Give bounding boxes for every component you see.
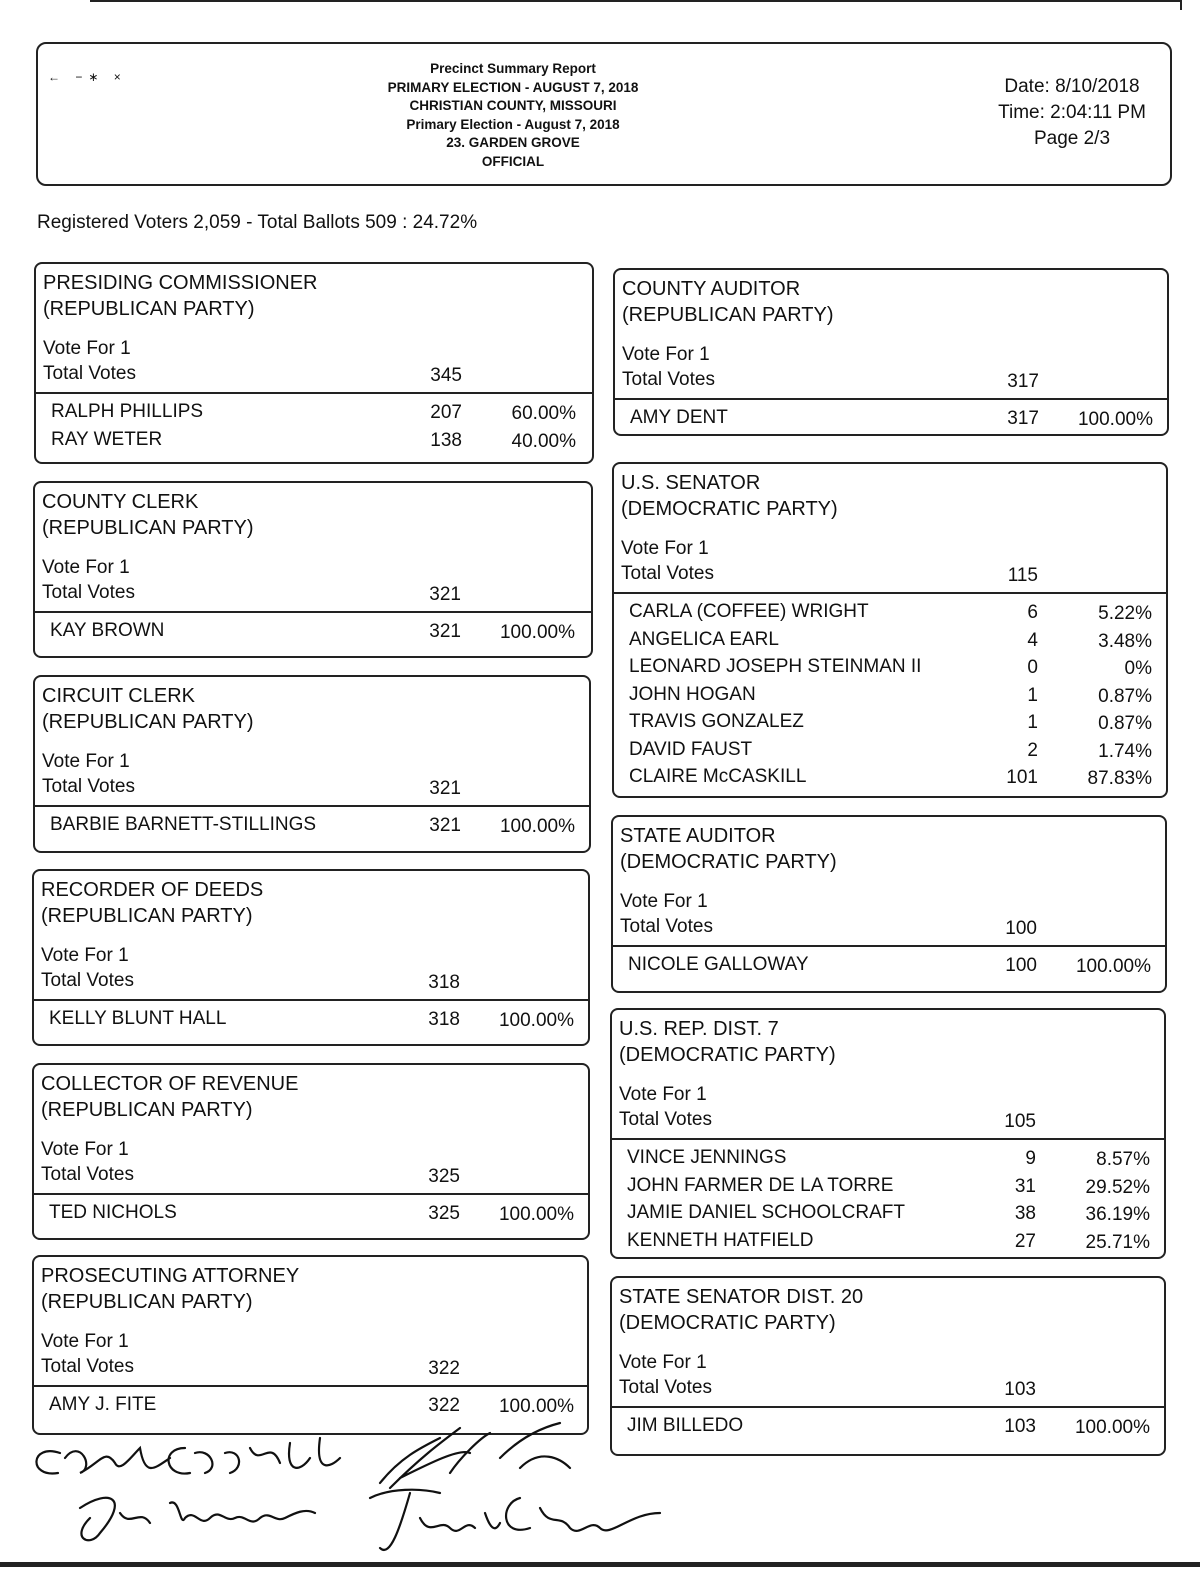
total-votes-value: 100 bbox=[1005, 918, 1037, 939]
candidate-name: KAY BROWN bbox=[50, 620, 165, 641]
candidate-percent: 100.00% bbox=[1075, 956, 1151, 977]
candidate-percent: 100.00% bbox=[499, 622, 575, 643]
candidate-name: DAVID FAUST bbox=[629, 738, 753, 760]
race-office: COUNTY CLERK bbox=[42, 491, 199, 513]
candidate-name: KELLY BLUNT HALL bbox=[49, 1008, 227, 1029]
bottom-border-line bbox=[0, 1562, 1200, 1567]
candidate-votes: 1 bbox=[1027, 712, 1038, 733]
total-votes-label: Total Votes bbox=[41, 1356, 134, 1377]
vote-for-label: Vote For 1 bbox=[43, 338, 131, 359]
race-office: COUNTY AUDITOR bbox=[622, 278, 801, 300]
race-divider bbox=[612, 1138, 1164, 1140]
candidate-votes: 321 bbox=[429, 621, 461, 642]
signature-4 bbox=[370, 1490, 660, 1550]
total-votes-value: 345 bbox=[430, 365, 462, 386]
race-box bbox=[32, 1255, 589, 1435]
candidate-name: VINCE JENNINGS bbox=[627, 1147, 787, 1168]
candidate-list bbox=[34, 1391, 587, 1419]
county-name: CHRISTIAN COUNTY, MISSOURI bbox=[409, 98, 617, 113]
candidate-row bbox=[36, 398, 592, 426]
top-border-line bbox=[90, 0, 1182, 10]
candidate-list bbox=[36, 398, 592, 453]
race-office: RECORDER OF DEEDS bbox=[41, 879, 264, 901]
race-party: (DEMOCRATIC PARTY) bbox=[621, 498, 838, 520]
candidate-percent: 100.00% bbox=[498, 1396, 574, 1417]
candidate-votes: 322 bbox=[428, 1395, 460, 1416]
candidate-row bbox=[35, 617, 591, 645]
election-subtitle: Primary Election - August 7, 2018 bbox=[406, 116, 620, 132]
candidate-row bbox=[36, 426, 592, 454]
total-votes-value: 317 bbox=[1007, 371, 1039, 392]
candidate-name: RALPH PHILLIPS bbox=[51, 401, 204, 422]
signature-3 bbox=[380, 1423, 570, 1488]
candidate-row bbox=[614, 763, 1166, 791]
candidate-row bbox=[34, 1391, 587, 1419]
official-label: OFFICIAL bbox=[481, 153, 545, 169]
candidate-votes: 138 bbox=[430, 429, 462, 451]
signature-2 bbox=[80, 1498, 315, 1540]
race-title bbox=[619, 1016, 836, 1068]
candidate-row bbox=[614, 626, 1166, 654]
race-party: (DEMOCRATIC PARTY) bbox=[619, 1312, 836, 1334]
candidate-row bbox=[34, 1199, 588, 1227]
race-office: U.S. SENATOR bbox=[621, 472, 761, 494]
report-title: Precinct Summary Report bbox=[430, 61, 596, 76]
race-box bbox=[613, 268, 1169, 436]
report-meta bbox=[982, 74, 1162, 152]
race-office: PROSECUTING ATTORNEY bbox=[41, 1265, 300, 1287]
total-votes-value: 115 bbox=[1007, 565, 1038, 586]
candidate-percent: 100.00% bbox=[498, 1010, 574, 1031]
candidate-votes: 31 bbox=[1014, 1175, 1036, 1197]
registration-summary: Registered Voters 2,059 - Total Ballots 509 : 24.72% bbox=[37, 212, 478, 233]
race-title bbox=[621, 470, 838, 522]
race-box bbox=[610, 1008, 1166, 1259]
candidate-row bbox=[614, 653, 1166, 681]
total-votes-value: 325 bbox=[428, 1166, 460, 1187]
total-votes-value: 103 bbox=[1004, 1379, 1036, 1400]
vote-for-label: Vote For 1 bbox=[41, 945, 129, 966]
candidate-name: ANGELICA EARL bbox=[629, 628, 779, 650]
candidate-name: RAY WETER bbox=[51, 428, 163, 450]
candidate-list bbox=[613, 951, 1165, 979]
candidate-row bbox=[612, 1172, 1164, 1200]
race-divider bbox=[35, 611, 591, 613]
race-divider bbox=[613, 945, 1165, 947]
candidate-name: NICOLE GALLOWAY bbox=[628, 954, 809, 975]
candidate-row bbox=[612, 1144, 1164, 1172]
candidate-votes: 38 bbox=[1014, 1203, 1036, 1224]
race-divider bbox=[34, 999, 588, 1001]
total-votes-label: Total Votes bbox=[619, 1109, 712, 1130]
candidate-list bbox=[612, 1412, 1164, 1440]
election-name: PRIMARY ELECTION - AUGUST 7, 2018 bbox=[387, 79, 639, 95]
candidate-percent: 100.00% bbox=[1077, 409, 1153, 430]
total-votes-value: 318 bbox=[428, 972, 460, 993]
race-divider bbox=[615, 398, 1167, 400]
race-box bbox=[610, 1276, 1166, 1456]
candidate-percent: 100.00% bbox=[498, 1204, 574, 1225]
candidate-name: JAMIE DANIEL SCHOOLCRAFT bbox=[627, 1202, 906, 1223]
candidate-percent: 0% bbox=[1124, 658, 1152, 679]
candidate-list bbox=[34, 1199, 588, 1227]
candidate-list bbox=[615, 404, 1167, 432]
candidate-votes: 6 bbox=[1027, 602, 1038, 623]
total-votes-value: 105 bbox=[1004, 1111, 1036, 1132]
total-votes-label: Total Votes bbox=[619, 1377, 712, 1398]
race-title bbox=[41, 1263, 299, 1315]
candidate-votes: 100 bbox=[1005, 955, 1037, 976]
candidate-list bbox=[35, 617, 591, 645]
candidate-votes: 27 bbox=[1014, 1230, 1036, 1252]
race-party: (REPUBLICAN PARTY) bbox=[43, 298, 255, 320]
total-votes-label: Total Votes bbox=[42, 582, 135, 603]
total-votes-value: 321 bbox=[429, 778, 461, 799]
race-title bbox=[42, 683, 254, 735]
total-votes-value: 322 bbox=[428, 1358, 460, 1379]
candidate-row bbox=[35, 811, 589, 839]
candidate-percent: 5.22% bbox=[1098, 603, 1152, 624]
candidate-votes: 9 bbox=[1025, 1148, 1036, 1169]
candidate-row bbox=[612, 1199, 1164, 1227]
race-title bbox=[620, 823, 837, 875]
race-office: PRESIDING COMMISSIONER bbox=[43, 272, 318, 294]
vote-for-label: Vote For 1 bbox=[42, 751, 130, 772]
vote-for-label: Vote For 1 bbox=[619, 1352, 707, 1373]
race-party: (DEMOCRATIC PARTY) bbox=[619, 1044, 836, 1066]
race-box bbox=[32, 869, 590, 1046]
race-office: STATE SENATOR DIST. 20 bbox=[619, 1286, 864, 1308]
corner-marks: ← −∗ × bbox=[48, 70, 127, 84]
candidate-name: TRAVIS GONZALEZ bbox=[629, 711, 804, 732]
page-number: Page 2/3 bbox=[1033, 128, 1111, 149]
race-divider bbox=[34, 1385, 587, 1387]
report-time: Time: 2:04:11 PM bbox=[998, 102, 1146, 123]
candidate-row bbox=[614, 708, 1166, 736]
candidate-votes: 321 bbox=[429, 815, 461, 836]
race-party: (REPUBLICAN PARTY) bbox=[42, 517, 254, 539]
race-party: (REPUBLICAN PARTY) bbox=[42, 711, 254, 733]
report-title-block bbox=[338, 60, 688, 171]
total-votes-value: 321 bbox=[429, 584, 461, 605]
candidate-votes: 207 bbox=[430, 402, 462, 423]
candidate-name: CARLA (COFFEE) WRIGHT bbox=[629, 601, 869, 622]
candidate-name: KENNETH HATFIELD bbox=[627, 1229, 814, 1251]
signature-1 bbox=[36, 1438, 340, 1474]
candidate-percent: 29.52% bbox=[1085, 1176, 1150, 1198]
candidate-votes: 0 bbox=[1027, 657, 1038, 678]
candidate-percent: 0.87% bbox=[1098, 713, 1152, 734]
race-office: STATE AUDITOR bbox=[620, 825, 776, 847]
race-box bbox=[33, 481, 593, 658]
candidate-percent: 1.74% bbox=[1098, 740, 1152, 762]
candidate-votes: 4 bbox=[1027, 629, 1038, 651]
race-divider bbox=[612, 1406, 1164, 1408]
race-party: (REPUBLICAN PARTY) bbox=[41, 1099, 253, 1121]
vote-for-label: Vote For 1 bbox=[621, 538, 709, 559]
candidate-percent: 100.00% bbox=[499, 816, 575, 837]
candidate-percent: 3.48% bbox=[1098, 630, 1152, 652]
candidate-list bbox=[612, 1144, 1164, 1254]
race-title bbox=[619, 1284, 863, 1336]
race-office: COLLECTOR OF REVENUE bbox=[41, 1073, 299, 1095]
candidate-row bbox=[612, 1227, 1164, 1255]
candidate-name: AMY J. FITE bbox=[49, 1394, 157, 1415]
candidate-row bbox=[612, 1412, 1164, 1440]
candidate-percent: 87.83% bbox=[1087, 768, 1152, 789]
race-party: (REPUBLICAN PARTY) bbox=[41, 905, 253, 927]
total-votes-label: Total Votes bbox=[41, 970, 134, 991]
candidate-row bbox=[34, 1005, 588, 1033]
candidate-list bbox=[35, 811, 589, 839]
race-box bbox=[612, 462, 1168, 798]
report-header bbox=[36, 42, 1172, 186]
candidate-row bbox=[614, 681, 1166, 709]
race-office: U.S. REP. DIST. 7 bbox=[619, 1018, 779, 1040]
total-votes-label: Total Votes bbox=[622, 369, 715, 390]
candidate-name: JOHN HOGAN bbox=[629, 683, 756, 705]
precinct-name: 23. GARDEN GROVE bbox=[446, 135, 580, 150]
total-votes-label: Total Votes bbox=[621, 563, 714, 584]
candidate-list bbox=[614, 598, 1166, 791]
candidate-votes: 318 bbox=[428, 1009, 460, 1030]
race-box bbox=[32, 1063, 590, 1240]
race-box bbox=[33, 675, 591, 853]
candidate-name: LEONARD JOSEPH STEINMAN II bbox=[629, 656, 922, 677]
race-divider bbox=[36, 392, 592, 394]
race-box bbox=[611, 815, 1167, 993]
candidate-name: TED NICHOLS bbox=[49, 1202, 177, 1223]
candidate-percent: 0.87% bbox=[1098, 685, 1152, 707]
race-divider bbox=[35, 805, 589, 807]
candidate-name: CLAIRE McCASKILL bbox=[629, 766, 807, 787]
candidate-votes: 2 bbox=[1027, 739, 1038, 761]
candidate-percent: 100.00% bbox=[1074, 1417, 1150, 1438]
race-party: (REPUBLICAN PARTY) bbox=[622, 304, 834, 326]
vote-for-label: Vote For 1 bbox=[41, 1331, 129, 1352]
race-box bbox=[34, 262, 594, 464]
candidate-votes: 325 bbox=[428, 1203, 460, 1224]
candidate-percent: 8.57% bbox=[1096, 1149, 1150, 1170]
candidate-row bbox=[615, 404, 1167, 432]
race-title bbox=[42, 489, 254, 541]
total-votes-label: Total Votes bbox=[42, 776, 135, 797]
vote-for-label: Vote For 1 bbox=[41, 1139, 129, 1160]
candidate-percent: 60.00% bbox=[511, 403, 576, 424]
vote-for-label: Vote For 1 bbox=[42, 557, 130, 578]
race-divider bbox=[34, 1193, 588, 1195]
candidate-row bbox=[614, 736, 1166, 764]
total-votes-label: Total Votes bbox=[41, 1164, 134, 1185]
candidate-percent: 36.19% bbox=[1085, 1204, 1150, 1225]
candidate-votes: 101 bbox=[1006, 767, 1038, 788]
race-party: (DEMOCRATIC PARTY) bbox=[620, 851, 837, 873]
candidate-name: BARBIE BARNETT-STILLINGS bbox=[50, 814, 317, 835]
report-date: Date: 8/10/2018 bbox=[1004, 76, 1140, 97]
candidate-name: JIM BILLEDO bbox=[627, 1415, 744, 1436]
race-office: CIRCUIT CLERK bbox=[42, 685, 195, 707]
candidate-name: AMY DENT bbox=[630, 407, 728, 428]
vote-for-label: Vote For 1 bbox=[619, 1084, 707, 1105]
candidate-votes: 317 bbox=[1007, 408, 1039, 429]
race-title bbox=[41, 877, 263, 929]
race-title bbox=[43, 270, 317, 322]
race-title bbox=[622, 276, 834, 328]
candidate-percent: 40.00% bbox=[511, 430, 576, 452]
candidate-row bbox=[613, 951, 1165, 979]
signatures bbox=[20, 1418, 680, 1568]
candidate-votes: 1 bbox=[1027, 684, 1038, 706]
vote-for-label: Vote For 1 bbox=[622, 344, 710, 365]
candidate-list bbox=[34, 1005, 588, 1033]
candidate-name: JOHN FARMER DE LA TORRE bbox=[627, 1174, 894, 1196]
candidate-votes: 103 bbox=[1004, 1416, 1036, 1437]
candidate-percent: 25.71% bbox=[1085, 1231, 1150, 1253]
race-divider bbox=[614, 592, 1166, 594]
total-votes-label: Total Votes bbox=[620, 916, 713, 937]
total-votes-label: Total Votes bbox=[43, 363, 136, 384]
race-party: (REPUBLICAN PARTY) bbox=[41, 1291, 253, 1313]
race-title bbox=[41, 1071, 298, 1123]
candidate-row bbox=[614, 598, 1166, 626]
vote-for-label: Vote For 1 bbox=[620, 891, 708, 912]
